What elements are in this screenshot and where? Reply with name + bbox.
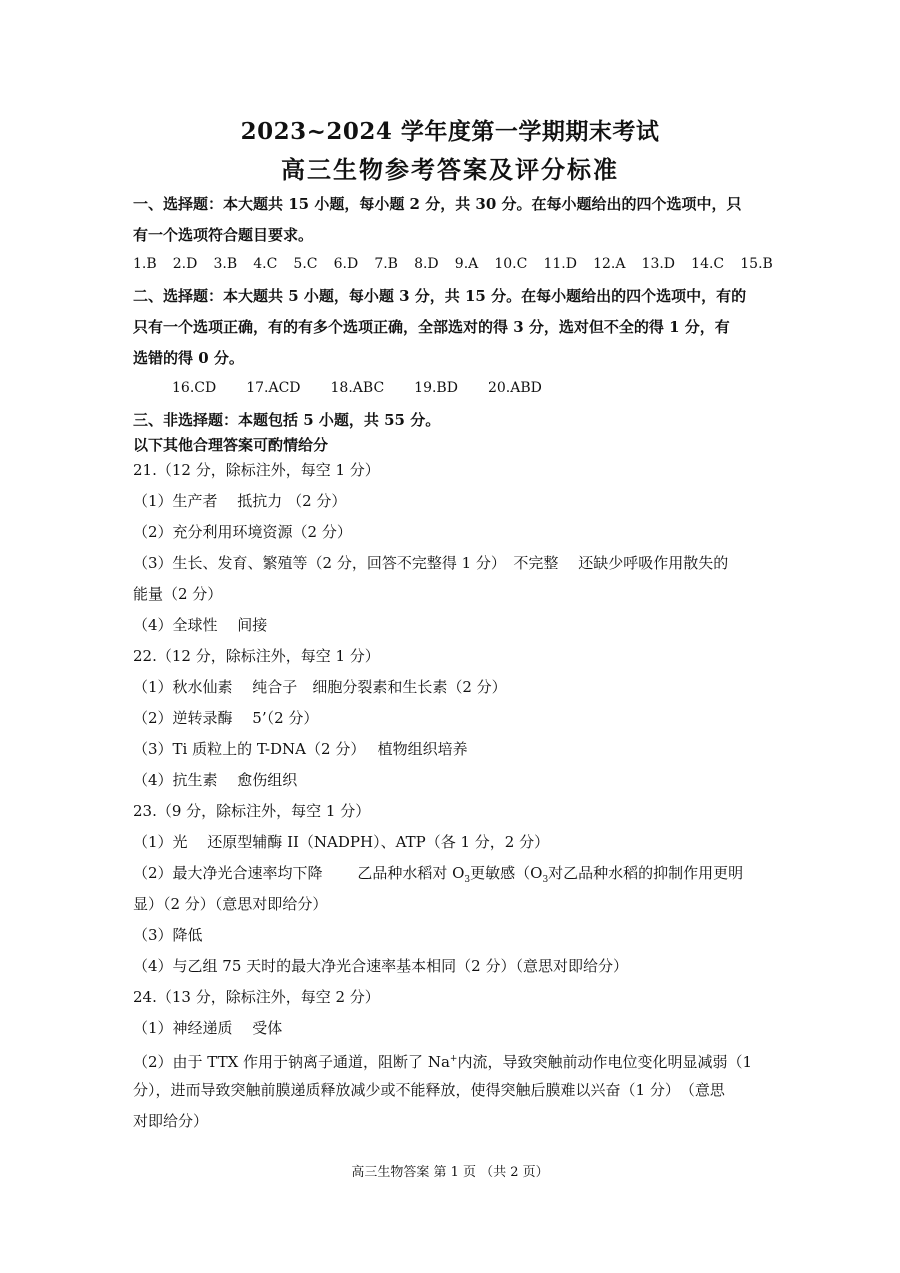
q21-answer-2: （2）充分利用环境资源（2 分） bbox=[133, 523, 352, 541]
q23-answer-2-cont: 显）（2 分）（意思对即给分） bbox=[133, 895, 328, 913]
q24-answer-2: （2）由于 TTX 作用于钠离子通道，阻断了 Na+内流，导致突触前动作电位变化明显减弱（1 bbox=[133, 1053, 752, 1071]
section3-note: 以下其他合理答案可酌情给分 bbox=[133, 436, 329, 454]
answer-item: 9.A bbox=[454, 256, 479, 272]
exam-title: 2023~2024 学年度第一学期期末考试 bbox=[240, 118, 660, 145]
answer-item: 12.A bbox=[593, 256, 626, 272]
answer-item: 19.BD bbox=[414, 380, 458, 396]
section2-answer-list bbox=[172, 380, 542, 396]
section1-instructions-line2: 有一个选项符合题目要求。 bbox=[133, 226, 314, 244]
answer-item: 16.CD bbox=[172, 380, 217, 396]
q24-answer-2-cont: 分），进而导致突触前膜递质释放减少或不能释放，使得突触后膜难以兴奋（1 分） （意思 bbox=[133, 1081, 725, 1099]
section2-instructions-line1: 二、选择题：本大题共 5 小题，每小题 3 分，共 15 分。在每小题给出的四个选项中，有的 bbox=[133, 287, 747, 305]
q22-answer-2: （2）逆转录酶 5’（2 分） bbox=[133, 709, 319, 727]
answer-item: 8.D bbox=[414, 256, 439, 272]
q23-header: 23.（9 分，除标注外，每空 1 分） bbox=[133, 802, 371, 820]
q23-answer-4: （4）与乙组 75 天时的最大净光合速率基本相同（2 分）（意思对即给分） bbox=[133, 957, 628, 975]
q21-header: 21.（12 分，除标注外，每空 1 分） bbox=[133, 461, 380, 479]
q23-answer-1: （1）光 还原型辅酶 II（NADPH）、ATP（各 1 分，2 分） bbox=[133, 833, 550, 851]
q21-answer-3-cont: 能量（2 分） bbox=[133, 585, 223, 603]
section1-instructions-line1: 一、选择题：本大题共 15 小题，每小题 2 分，共 30 分。在每小题给出的四个选项中，只 bbox=[133, 195, 742, 213]
answer-item: 13.D bbox=[641, 256, 676, 272]
section3-header: 三、非选择题：本题包括 5 小题，共 55 分。 bbox=[133, 411, 441, 429]
answer-item: 3.B bbox=[213, 256, 238, 272]
q21-answer-3: （3）生长、发育、繁殖等（2 分，回答不完整得 1 分） 不完整 还缺少呼吸作用散失的 bbox=[133, 554, 729, 572]
q21-answer-1: （1）生产者 抵抗力 （2 分） bbox=[133, 492, 347, 510]
q22-answer-1: （1）秋水仙素 纯合子 细胞分裂素和生长素（2 分） bbox=[133, 678, 507, 696]
answer-item: 14.C bbox=[691, 256, 725, 272]
q23-answer-2: （2）最大净光合速率均下降 乙品种水稻对 $O_3$更敏感（$O_3$对乙品种水稻的抑制作用更明 bbox=[133, 864, 744, 885]
answer-item: 1.B bbox=[133, 256, 157, 272]
answer-item: 2.D bbox=[172, 256, 198, 272]
answer-item: 7.B bbox=[374, 256, 398, 272]
page-footer: 高三生物答案 第 1 页 （共 2 页） bbox=[351, 1165, 549, 1180]
answer-item: 6.D bbox=[333, 256, 359, 272]
q24-header: 24.（13 分，除标注外，每空 2 分） bbox=[133, 988, 380, 1006]
q22-answer-3: （3）Ti 质粒上的 T-DNA（2 分） 植物组织培养 bbox=[133, 740, 468, 758]
section2-instructions-line2: 只有一个选项正确，有的有多个选项正确，全部选对的得 3 分，选对但不全的得 1 分，有 bbox=[133, 318, 730, 336]
section2-instructions-line3: 选错的得 0 分。 bbox=[133, 349, 244, 367]
q21-answer-4: （4）全球性 间接 bbox=[133, 616, 268, 634]
q23-answer-3: （3）降低 bbox=[133, 926, 203, 944]
answer-item: 18.ABC bbox=[330, 380, 385, 396]
answer-item: 4.C bbox=[253, 256, 278, 272]
answer-item: 17.ACD bbox=[246, 380, 301, 396]
q22-answer-4: （4）抗生素 愈伤组织 bbox=[133, 771, 298, 789]
section1-answer-list bbox=[133, 256, 773, 272]
answer-item: 15.B bbox=[740, 256, 773, 272]
answer-item: 5.C bbox=[293, 256, 318, 272]
q24-answer-1: （1）神经递质 受体 bbox=[133, 1019, 283, 1037]
document-title: 高三生物参考答案及评分标准 bbox=[281, 155, 619, 184]
q22-header: 22.（12 分，除标注外，每空 1 分） bbox=[133, 647, 380, 665]
answer-item: 10.C bbox=[494, 256, 528, 272]
answer-item: 20.ABD bbox=[487, 380, 542, 396]
answer-item: 11.D bbox=[543, 256, 577, 272]
q24-answer-2-cont2: 对即给分） bbox=[133, 1112, 209, 1130]
